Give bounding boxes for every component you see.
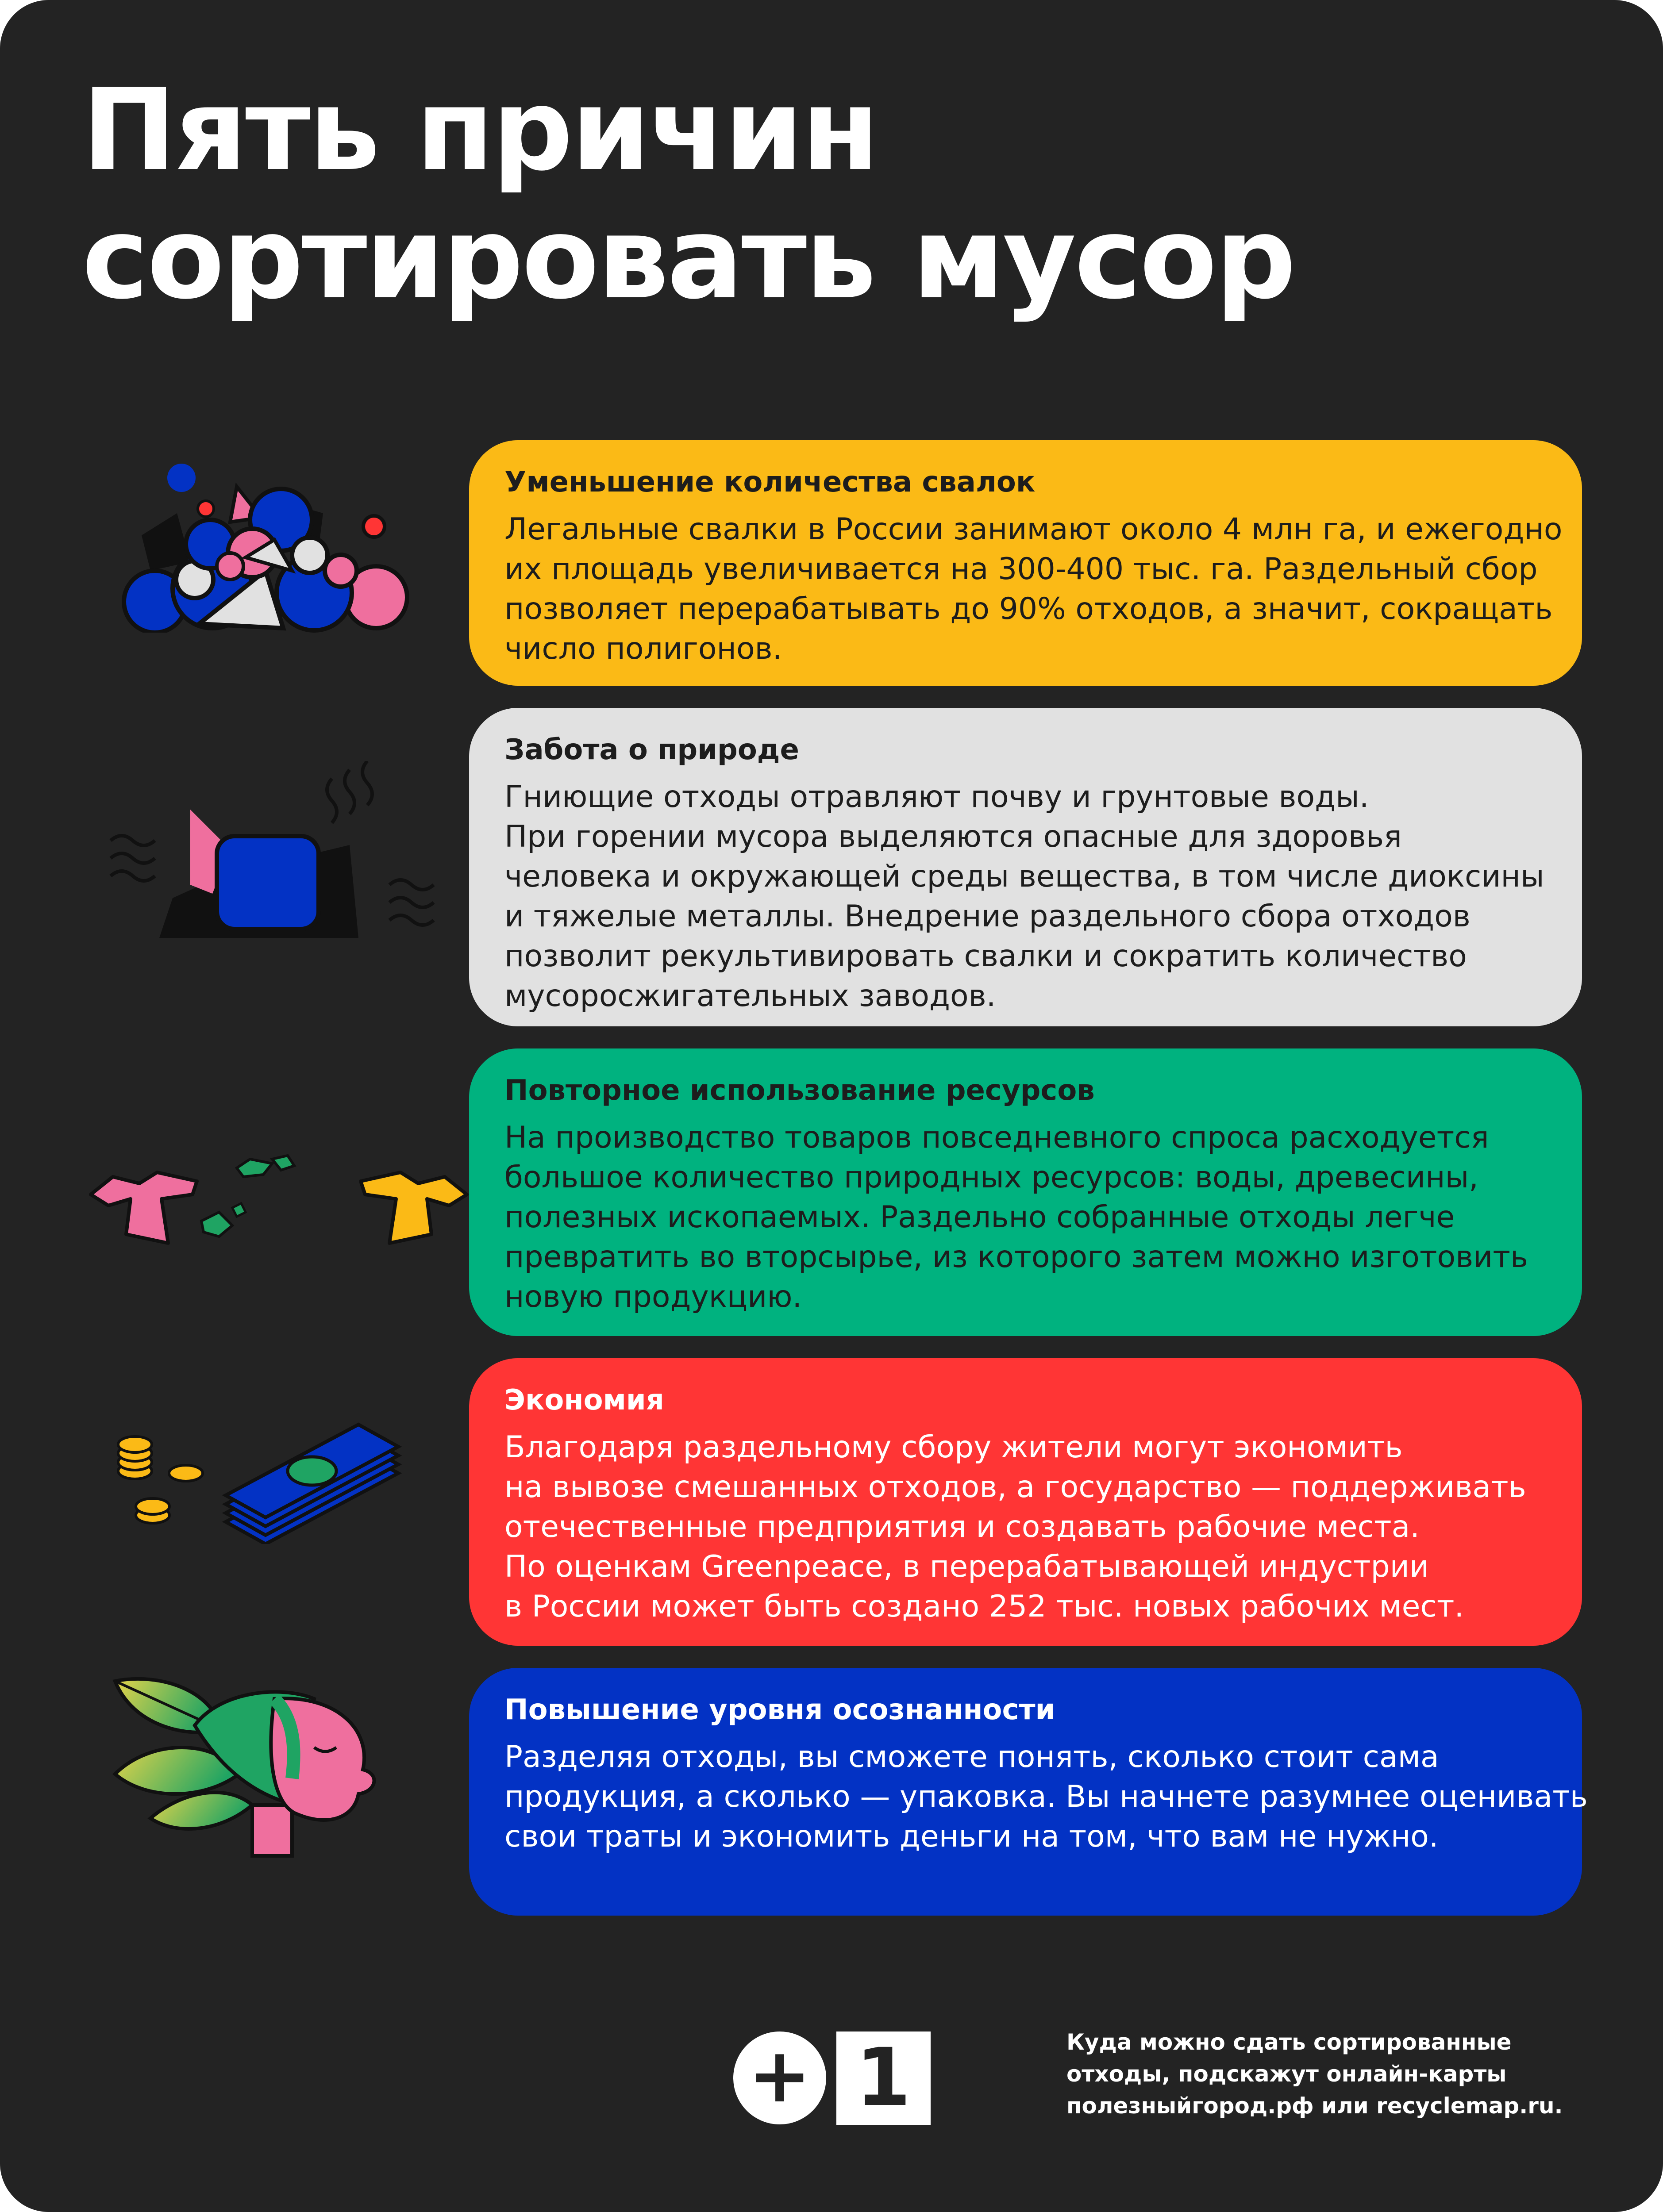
plus-one-logo [732, 2031, 932, 2126]
footer-line: отходы, подскажут онлайн-карты [1066, 2061, 1507, 2087]
money-coins-icon [115, 1411, 407, 1544]
card-heading: Уменьшение количества свалок [504, 466, 1036, 499]
card-text-line: превратить во вторсырье, из которого затем можно изготовить [504, 1240, 1528, 1275]
card-text-line: и тяжелые металлы. Внедрение раздельного сбора отходов [504, 899, 1471, 934]
logo-one: 1 [855, 2032, 911, 2124]
reason-card-nature [469, 708, 1582, 1026]
footer-note [1066, 2026, 1620, 2122]
card-text-line: человека и окружающей среды вещества, в том числе диоксины [504, 859, 1544, 894]
reason-card-resources [469, 1048, 1582, 1336]
card-text-line: отечественные предприятия и создавать рабочие места. [504, 1509, 1420, 1544]
card-text-line: Благодаря раздельному сбору жители могут экономить [504, 1430, 1403, 1465]
page-title [82, 66, 1542, 323]
card-text [504, 777, 1547, 1016]
card-text-line: большое количество природных ресурсов: воды, древесины, [504, 1160, 1478, 1195]
mindful-head-icon [106, 1672, 389, 1858]
footer-line: полезныйгород.рф или recyclemap.ru. [1066, 2093, 1563, 2119]
card-heading: Повторное использование ресурсов [504, 1074, 1095, 1107]
title-line-1: Пять причин [82, 65, 878, 196]
smoking-trash-icon [106, 761, 456, 947]
card-text-line: полезных ископаемых. Раздельно собранные отходы легче [504, 1200, 1455, 1235]
reason-card-economy [469, 1358, 1582, 1646]
card-text [504, 1118, 1547, 1317]
card-text-line: на вывозе смешанных отходов, а государство — поддерживать [504, 1470, 1526, 1505]
card-text-line: При горении мусора выделяются опасные для здоровья [504, 819, 1402, 854]
card-text-line: позволит рекультивировать свалки и сократить количество [504, 939, 1467, 974]
card-text-line: Легальные свалки в России занимают около 4 млн га, и ежегодно [504, 512, 1563, 547]
card-text-line: в России может быть создано 252 тыс. новых рабочих мест. [504, 1589, 1464, 1624]
card-text [504, 1428, 1547, 1627]
card-text-line: Разделяя отходы, вы сможете понять, сколько стоит сама [504, 1740, 1439, 1774]
logo-plus: + [748, 2032, 812, 2120]
card-text-line: По оценкам Greenpeace, в перерабатывающей индустрии [504, 1549, 1429, 1584]
card-text-line: число полигонов. [504, 631, 782, 666]
reason-card-landfills [469, 440, 1582, 686]
card-text-line: свои траты и экономить деньги на том, что вам не нужно. [504, 1819, 1439, 1854]
card-text-line: продукция, а сколько — упаковка. Вы начнете разумнее оценивать [504, 1779, 1588, 1814]
card-text-line: мусоросжигательных заводов. [504, 979, 996, 1014]
footer-line: Куда можно сдать сортированные [1066, 2029, 1512, 2055]
card-text [504, 510, 1563, 669]
card-text-line: их площадь увеличивается на 300-400 тыс. га. Раздельный сбор [504, 552, 1538, 587]
card-heading: Экономия [504, 1384, 664, 1417]
card-heading: Повышение уровня осознанности [504, 1694, 1055, 1726]
title-line-2: сортировать мусор [82, 193, 1294, 324]
card-heading: Забота о природе [504, 733, 799, 766]
card-text-line: позволяет перерабатывать до 90% отходов, а значит, сокращать [504, 591, 1553, 626]
card-text-line: Гниющие отходы отравляют почву и грунтовые воды. [504, 780, 1369, 814]
recycled-clothes-icon [86, 1146, 471, 1256]
landfill-pile-icon [119, 456, 420, 633]
card-text-line: На производство товаров повседневного спроса расходуется [504, 1120, 1489, 1155]
reason-card-awareness [469, 1668, 1588, 1916]
card-text [504, 1737, 1588, 1857]
card-text-line: новую продукцию. [504, 1279, 802, 1314]
